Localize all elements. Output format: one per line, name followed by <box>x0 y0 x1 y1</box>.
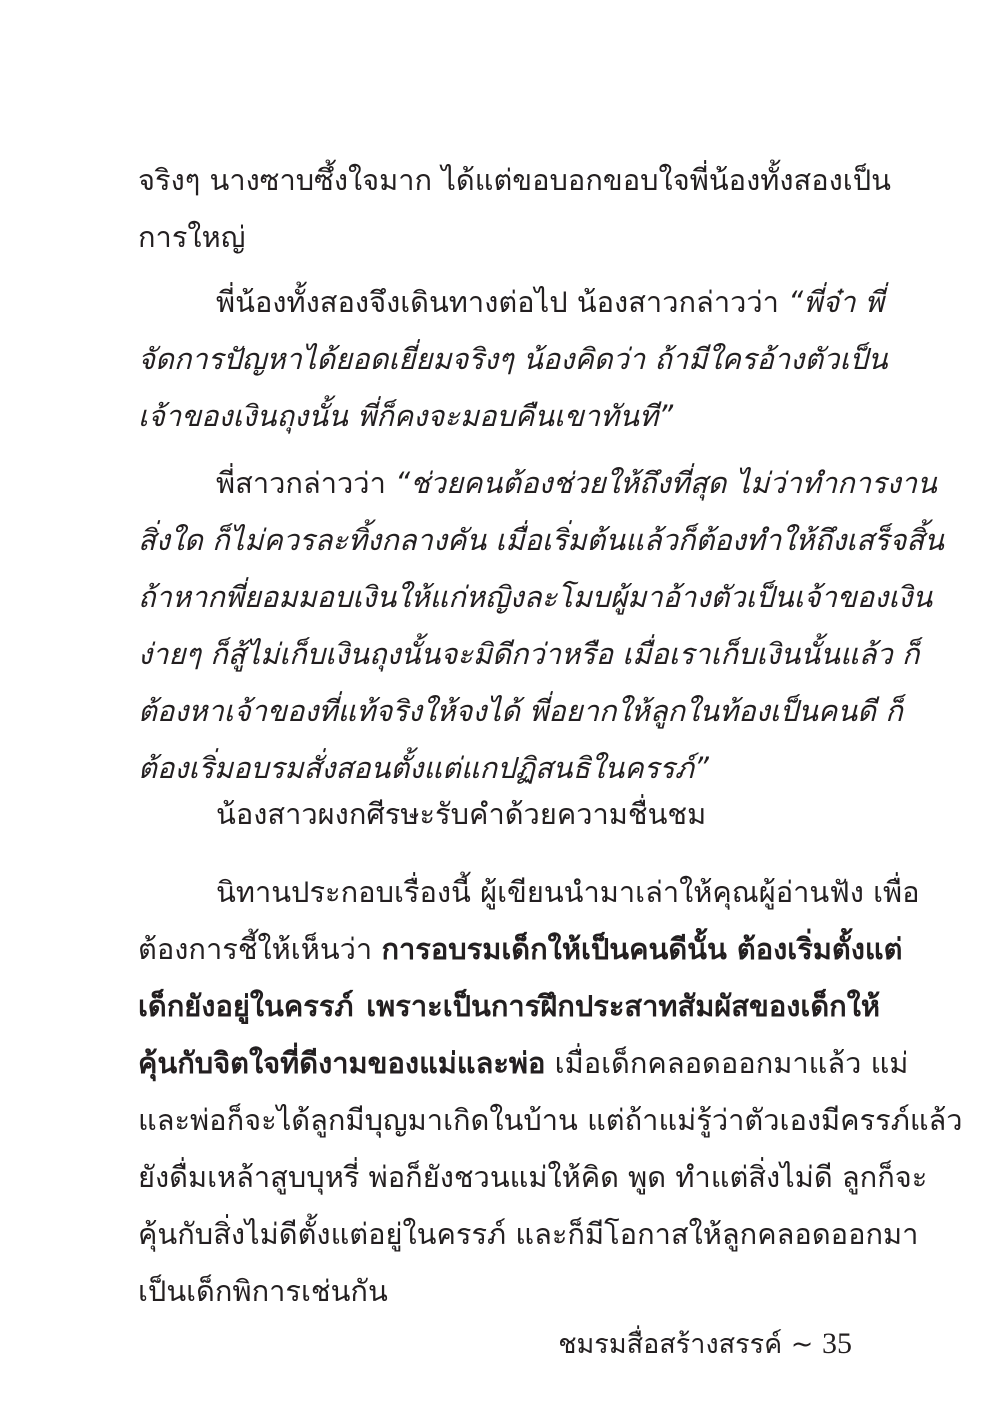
publisher-name: ชมรมสื่อสร้างสรรค์ <box>558 1329 783 1360</box>
text-line: เป็นเด็กพิการเช่นกัน <box>138 1274 388 1308</box>
plain-text: เมื่อเด็กคลอดออกมาแล้ว แม่ <box>545 1046 909 1080</box>
quote-line: สิ่งใด ก็ไม่ควรละทิ้งกลางคัน เมื่อเริ่มต้นแล้วก็ต้องทำให้ถึงเสร็จสิ้น <box>138 523 944 557</box>
quote-line: ถ้าหากพี่ยอมมอบเงินให้แก่หญิงละโมบผู้มาอ้างตัวเป็นเจ้าของเงิน <box>138 580 933 614</box>
quote-line: จัดการปัญหาได้ยอดเยี่ยมจริงๆ น้องคิดว่า ถ้ามีใครอ้างตัวเป็น <box>138 342 888 376</box>
narration-text: พี่สาวกล่าวว่า <box>216 466 396 500</box>
paragraph-5 <box>138 864 963 1320</box>
text-line: คุ้นกับสิ่งไม่ดีตั้งแต่อยู่ในครรภ์ และก็มีโอกาสให้ลูกคลอดออกมา <box>138 1217 919 1251</box>
text-line: น้องสาวผงกศีรษะรับคำด้วยความชื่นชม <box>216 797 707 831</box>
text-line: การใหญ่ <box>138 220 246 254</box>
quote-line: ง่ายๆ ก็สู้ไม่เก็บเงินถุงนั้นจะมิดีกว่าหรือ เมื่อเราเก็บเงินนั้นแล้ว ก็ <box>138 637 920 671</box>
paragraph-3 <box>138 455 944 797</box>
text-line: ยังดื่มเหล้าสูบบุหรี่ พ่อก็ยังชวนแม่ให้คิด พูด ทำแต่สิ่งไม่ดี ลูกก็จะ <box>138 1160 928 1194</box>
quote-text: “ช่วยคนต้องช่วยให้ถึงที่สุด ไม่ว่าทำการงาน <box>395 466 937 500</box>
quote-line: ต้องหาเจ้าของที่แท้จริงให้จงได้ พี่อยากให้ลูกในท้องเป็นคนดี ก็ <box>138 694 903 728</box>
paragraph-4 <box>138 786 880 843</box>
narration-text: พี่น้องทั้งสองจึงเดินทางต่อไป น้องสาวกล่าวว่า <box>216 285 789 319</box>
paragraph-1 <box>138 152 891 266</box>
quote-line: ต้องเริ่มอบรมสั่งสอนตั้งแต่แกปฏิสนธิในครรภ์” <box>138 751 709 785</box>
quote-line: เจ้าของเงินถุงนั้น พี่ก็คงจะมอบคืนเขาทันที” <box>138 399 674 433</box>
text-line <box>138 274 884 331</box>
text-line <box>138 1035 909 1092</box>
text-line: นิทานประกอบเรื่องนี้ ผู้เขียนนำมาเล่าให้คุณผู้อ่านฟัง เพื่อ <box>216 875 920 909</box>
text-line <box>138 921 903 978</box>
text-line <box>138 455 937 512</box>
emphasis-line: เด็กยังอยู่ในครรภ์ เพราะเป็นการฝึกประสาทสัมผัสของเด็กให้ <box>138 989 880 1023</box>
page-footer <box>558 1322 852 1365</box>
paragraph-2 <box>138 274 888 445</box>
text-line: จริงๆ นางซาบซึ้งใจมาก ได้แต่ขอบอกขอบใจพี่น้องทั้งสองเป็น <box>138 163 891 197</box>
plain-text: ต้องการชี้ให้เห็นว่า <box>138 932 382 966</box>
emphasis-text: การอบรมเด็กให้เป็นคนดีนั้น ต้องเริ่มตั้งแต่ <box>381 932 903 966</box>
footer-separator: ~ <box>790 1329 814 1360</box>
emphasis-text: คุ้นกับจิตใจที่ดีงามของแม่และพ่อ <box>138 1046 546 1080</box>
page-number: 35 <box>822 1327 852 1360</box>
text-line: และพ่อก็จะได้ลูกมีบุญมาเกิดในบ้าน แต่ถ้าแม่รู้ว่าตัวเองมีครรภ์แล้ว <box>138 1103 963 1137</box>
quote-text: “พี่จ๋า พี่ <box>788 285 884 319</box>
